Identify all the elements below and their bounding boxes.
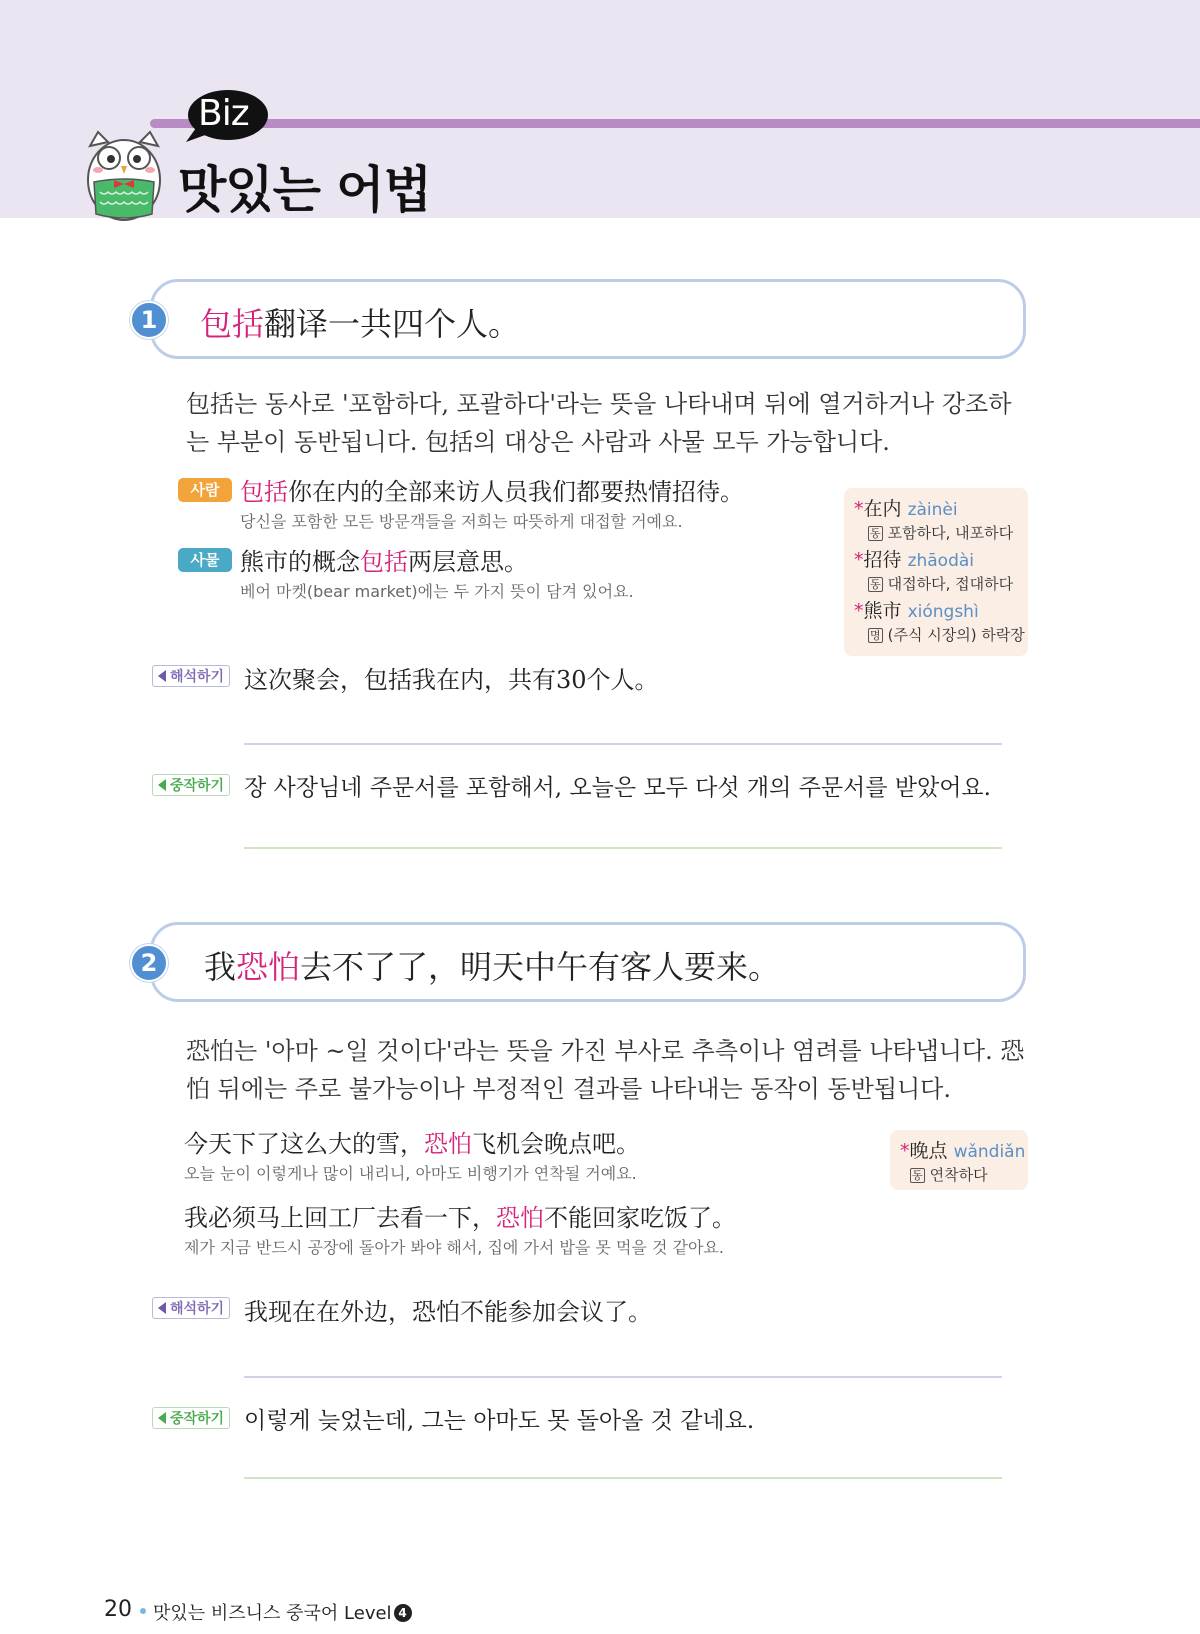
section-2-title: [204, 942, 780, 988]
section-2-number: 2: [130, 944, 168, 982]
vocab-word: *熊市 xióngshì: [854, 600, 979, 622]
example-1-2-translation: 베어 마켓(bear market)에는 두 가지 뜻이 담겨 있어요.: [240, 582, 634, 601]
interpret-answer-line[interactable]: [244, 1376, 1002, 1378]
example-1-1-text: 你在内的全部来访人员我们都要热情招待。: [288, 478, 744, 506]
interpret-label: 해석하기: [152, 1297, 230, 1319]
level-badge: 4: [394, 1604, 412, 1622]
interpret-label: 해석하기: [152, 665, 230, 687]
example-1-2-text: 两层意思。: [408, 548, 528, 576]
example-1-1: [240, 472, 744, 507]
compose-answer-line[interactable]: [244, 1477, 1002, 1479]
vocab-definition: 명 (주식 시장의) 하락장: [870, 626, 1025, 644]
footer-dot: [140, 1608, 146, 1614]
example-2-2-translation: 제가 지금 반드시 공장에 돌아가 봐야 해서, 집에 가서 밥을 못 먹을 것 같아요.: [184, 1238, 724, 1257]
compose-label: 중작하기: [152, 1407, 230, 1429]
example-1-2: [240, 542, 528, 577]
compose-answer-line[interactable]: [244, 847, 1002, 849]
section-1-explanation: 包括는 동사로 '포함하다, 포괄하다'라는 뜻을 나타내며 뒤에 열거하거나 강조하는 부분이 동반됩니다. 包括의 대상은 사람과 사물 모두 가능합니다.: [186, 390, 1012, 456]
interpret-sentence: 这次聚会，包括我在内，共有30个人。: [244, 666, 659, 694]
vocab-definition: 동 연착하다: [912, 1166, 988, 1184]
example-2-1: [184, 1124, 640, 1159]
example-1-2-highlight: 包括: [360, 548, 408, 576]
example-2-2-text: 不能回家吃饭了。: [544, 1204, 736, 1232]
tag-object: 사물: [178, 548, 232, 572]
page-number: 20: [104, 1597, 132, 1622]
section-2-explanation: 恐怕는 '아마 ~일 것이다'라는 뜻을 가진 부사로 추측이나 염려를 나타냅니다. 恐怕 뒤에는 주로 불가능이나 부정적인 결과를 나타내는 동작이 동반됩니다.: [186, 1037, 1025, 1103]
example-1-2-pre: 熊市的概念: [240, 548, 360, 576]
section-2-title-pre: 我: [204, 948, 237, 986]
vocab-definition: 동 포함하다, 내포하다: [870, 524, 1014, 542]
section-1-title-rest: 翻译一共四个人。: [264, 305, 521, 343]
interpret-answer-line[interactable]: [244, 743, 1002, 745]
section-1-vocab-box: [844, 488, 1028, 656]
vocab-word: *招待 zhāodài: [854, 549, 975, 571]
biz-badge: Biz: [198, 93, 249, 134]
example-1-1-highlight: 包括: [240, 478, 288, 506]
example-2-1-translation: 오늘 눈이 이렇게나 많이 내리니, 아마도 비행기가 연착될 거예요.: [184, 1164, 637, 1183]
section-2-title-highlight: 恐怕: [236, 948, 301, 986]
example-2-1-pre: 今天下了这么大的雪，: [184, 1130, 424, 1158]
example-2-2-pre: 我必须马上回工厂去看一下，: [184, 1204, 496, 1232]
compose-label: 중작하기: [152, 774, 230, 796]
example-2-2: [184, 1198, 736, 1233]
owl-mascot-icon: [76, 118, 172, 224]
example-2-1-highlight: 恐怕: [424, 1130, 472, 1158]
footer-book-title: 맛있는 비즈니스 중국어 Level 4: [153, 1599, 412, 1625]
tag-person: 사람: [178, 478, 232, 502]
section-2-vocab-box: [890, 1130, 1028, 1190]
section-1-number: 1: [130, 301, 168, 339]
example-1-1-translation: 당신을 포함한 모든 방문객들을 저희는 따뜻하게 대접할 거예요.: [240, 512, 683, 531]
section-1-title-highlight: 包括: [200, 305, 265, 343]
example-2-1-text: 飞机会晚点吧。: [472, 1130, 640, 1158]
vocab-word: *晚点 wǎndiǎn: [900, 1140, 1026, 1162]
example-2-2-highlight: 恐怕: [496, 1204, 544, 1232]
header-rule: [150, 119, 1200, 128]
compose-sentence: 이렇게 늦었는데, 그는 아마도 못 돌아올 것 같네요.: [244, 1408, 755, 1434]
compose-sentence: 장 사장님네 주문서를 포함해서, 오늘은 모두 다섯 개의 주문서를 받았어요.: [244, 775, 991, 801]
page-title: 맛있는 어법: [178, 161, 431, 219]
vocab-definition: 동 대접하다, 접대하다: [870, 575, 1014, 593]
section-1-title: [200, 299, 520, 345]
vocab-word: *在内 zàinèi: [854, 498, 958, 520]
section-2-title-rest: 去不了了，明天中午有客人要来。: [300, 948, 781, 986]
interpret-sentence: 我现在在外边，恐怕不能参加会议了。: [244, 1298, 652, 1326]
